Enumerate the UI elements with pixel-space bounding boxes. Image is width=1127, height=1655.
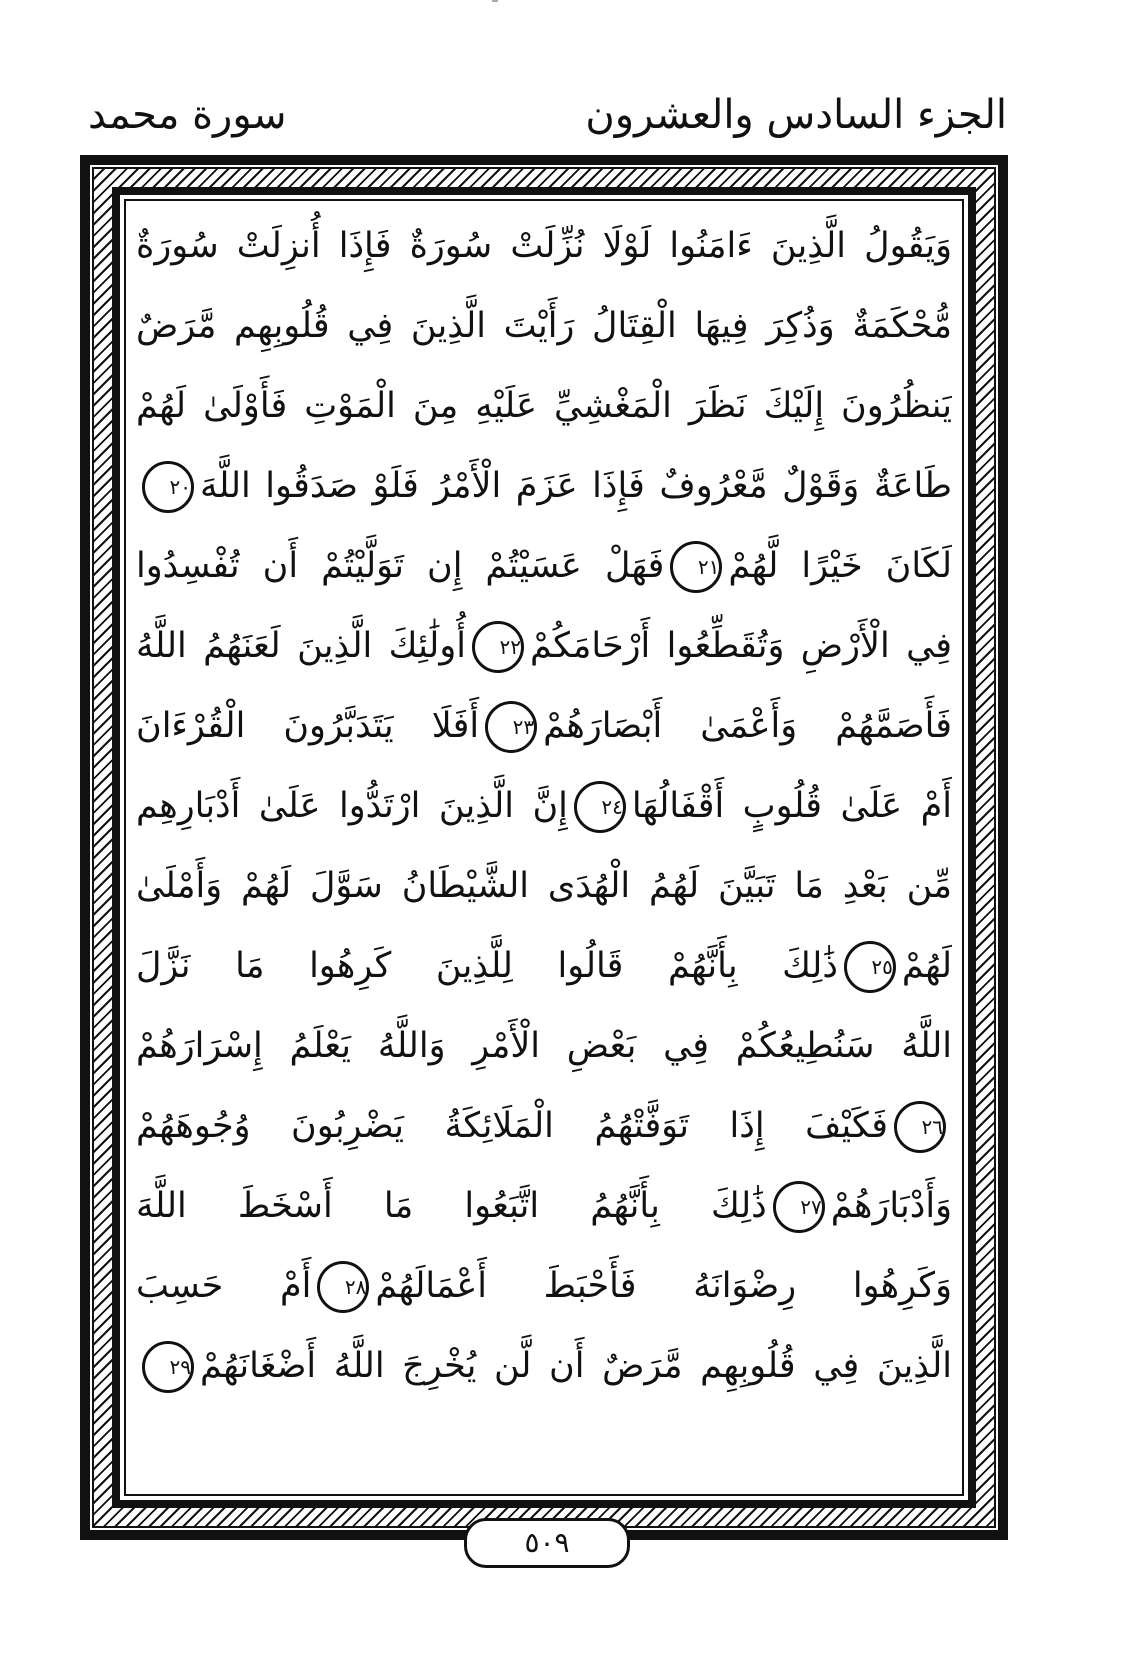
page-number: ٥٠٩: [464, 1518, 630, 1568]
surah-title: سورة محمد: [88, 92, 287, 138]
page-header: [0, 92, 1127, 152]
ayah-number-marker: ٢٦: [894, 1101, 946, 1153]
text-line: لَهُمْ٢٥ذَٰلِكَ بِأَنَّهُمْ قَالُوا لِلَّذِينَ كَرِهُوا مَا نَزَّلَ: [136, 926, 952, 1006]
juz-title: الجزء السادس والعشرون: [585, 92, 1007, 138]
text-line: ٢٦فَكَيْفَ إِذَا تَوَفَّتْهُمُ الْمَلَائِكَةُ يَضْرِبُونَ وُجُوهَهُمْ: [136, 1086, 952, 1166]
ayah-number-marker: ٢٢: [472, 621, 524, 673]
text-line: فَأَصَمَّهُمْ وَأَعْمَىٰ أَبْصَارَهُمْ٢٣أَفَلَا يَتَدَبَّرُونَ الْقُرْءَانَ: [136, 686, 952, 766]
text-line: يَنظُرُونَ إِلَيْكَ نَظَرَ الْمَغْشِيِّ عَلَيْهِ مِنَ الْمَوْتِ فَأَوْلَىٰ لَهُمْ: [136, 386, 952, 426]
text-line: الَّذِينَ فِي قُلُوبِهِم مَّرَضٌ أَن لَّن يُخْرِجَ اللَّهُ أَضْغَانَهُمْ٢٩: [136, 1326, 952, 1406]
text-line: مُّحْكَمَةٌ وَذُكِرَ فِيهَا الْقِتَالُ رَأَيْتَ الَّذِينَ فِي قُلُوبِهِم مَّرَضٌ: [136, 306, 952, 346]
text-line: اللَّهُ سَنُطِيعُكُمْ فِي بَعْضِ الْأَمْرِ وَاللَّهُ يَعْلَمُ إِسْرَارَهُمْ: [136, 1026, 952, 1066]
ayah-number-marker: ٢٣: [485, 701, 537, 753]
text-line: مِّن بَعْدِ مَا تَبَيَّنَ لَهُمُ الْهُدَى الشَّيْطَانُ سَوَّلَ لَهُمْ وَأَمْلَىٰ: [136, 866, 952, 906]
text-line: طَاعَةٌ وَقَوْلٌ مَّعْرُوفٌ فَإِذَا عَزَمَ الْأَمْرُ فَلَوْ صَدَقُوا اللَّهَ٢٠: [136, 446, 952, 526]
ayah-number-marker: ٢٠: [142, 461, 194, 513]
quran-text: [136, 206, 952, 1486]
scan-mark: [492, 0, 498, 8]
text-line: أَمْ عَلَىٰ قُلُوبٍ أَقْفَالُهَا٢٤إِنَّ الَّذِينَ ارْتَدُّوا عَلَىٰ أَدْبَارِهِم: [136, 766, 952, 846]
text-line: وَيَقُولُ الَّذِينَ ءَامَنُوا لَوْلَا نُزِّلَتْ سُورَةٌ فَإِذَا أُنزِلَتْ سُورَةٌ: [136, 226, 952, 266]
ayah-number-marker: ٢٨: [317, 1261, 369, 1313]
ayah-number-marker: ٢٤: [574, 781, 626, 833]
ayah-number-marker: ٢٧: [773, 1181, 825, 1233]
ayah-number-marker: ٢١: [670, 541, 722, 593]
ayah-number-marker: ٢٥: [844, 941, 896, 993]
text-line: وَكَرِهُوا رِضْوَانَهُ فَأَحْبَطَ أَعْمَالَهُمْ٢٨أَمْ حَسِبَ: [136, 1246, 952, 1326]
text-line: وَأَدْبَارَهُمْ٢٧ذَٰلِكَ بِأَنَّهُمُ اتَّبَعُوا مَا أَسْخَطَ اللَّهَ: [136, 1166, 952, 1246]
ayah-number-marker: ٢٩: [142, 1341, 194, 1393]
text-line: لَكَانَ خَيْرًا لَّهُمْ٢١فَهَلْ عَسَيْتُمْ إِن تَوَلَّيْتُمْ أَن تُفْسِدُوا: [136, 526, 952, 606]
text-line: فِي الْأَرْضِ وَتُقَطِّعُوا أَرْحَامَكُمْ٢٢أُولَٰئِكَ الَّذِينَ لَعَنَهُمُ اللَّهُ: [136, 606, 952, 686]
